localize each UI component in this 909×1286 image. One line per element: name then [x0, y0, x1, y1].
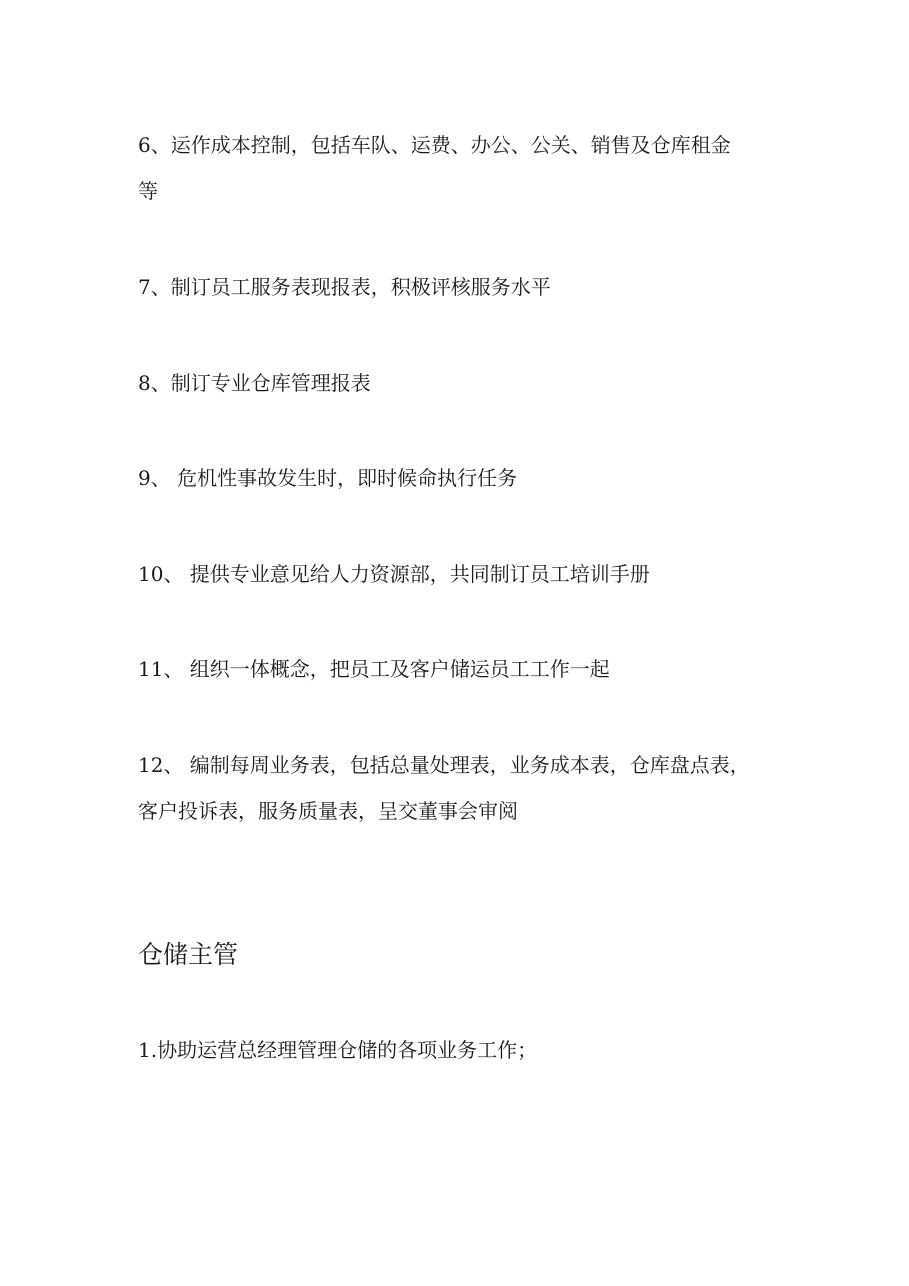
- list-item-7: 7、制订员工服务表现报表，积极评核服务水平: [138, 275, 551, 299]
- section-heading: 仓储主管: [138, 940, 239, 969]
- list-item-8: 8、制订专业仓库管理报表: [138, 371, 371, 395]
- list-item-10: 10、 提供专业意见给人力资源部，共同制订员工培训手册: [138, 562, 650, 586]
- list-item-11: 11、 组织一体概念，把员工及客户储运员工工作一起: [138, 657, 610, 681]
- list-item-6-line-2: 等: [138, 179, 158, 203]
- list-item-9: 9、 危机性事故发生时，即时候命执行任务: [138, 466, 518, 490]
- section-list-item-1: 1.协助运营总经理管理仓储的各项业务工作；: [138, 1038, 538, 1062]
- list-item-6-line-1: 6、运作成本控制，包括车队、运费、办公、公关、销售及仓库租金: [138, 133, 731, 157]
- list-item-12-line-1: 12、 编制每周业务表，包括总量处理表，业务成本表，仓库盘点表，: [138, 753, 750, 777]
- list-item-12-line-2: 客户投诉表，服务质量表，呈交董事会审阅: [138, 799, 518, 823]
